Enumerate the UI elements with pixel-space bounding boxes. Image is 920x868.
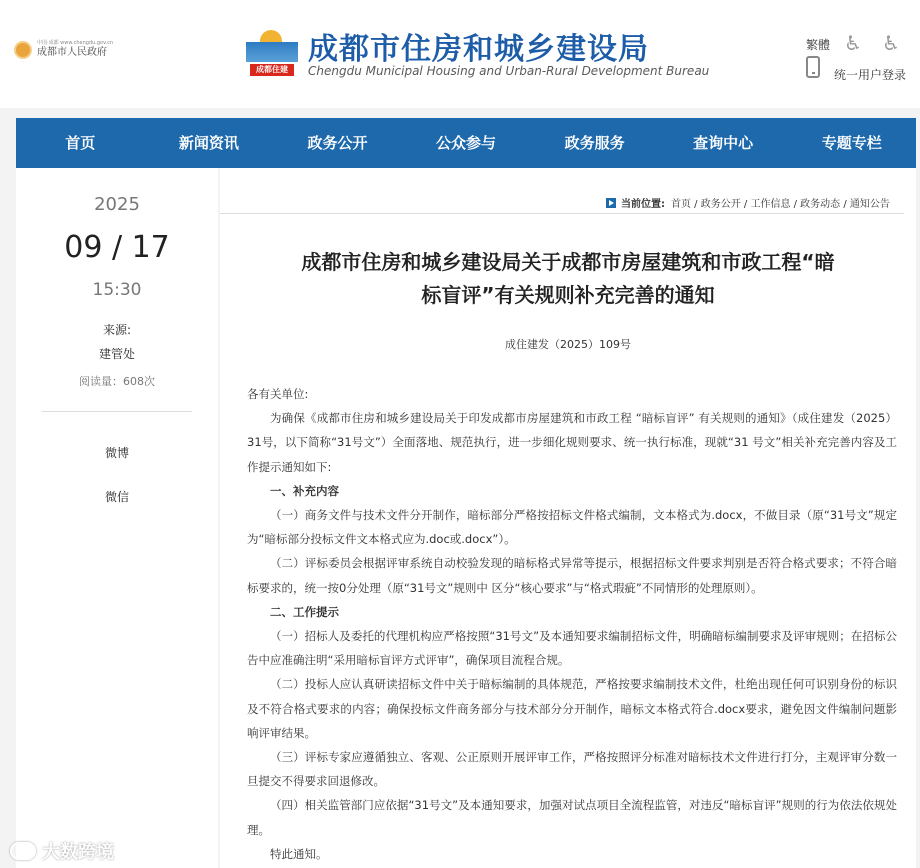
main-nav: [16, 118, 916, 168]
publish-date: 09 / 17: [64, 230, 170, 265]
city-skyline-icon: [246, 42, 298, 62]
nav-special-topics[interactable]: 专题专栏: [821, 134, 882, 152]
wheelchair-icon[interactable]: ♿: [882, 31, 900, 55]
source-label: 来源:: [102, 323, 132, 337]
article-main: [220, 168, 916, 868]
document-number: 成住建发（2025）109号: [505, 338, 631, 351]
share-weibo-button[interactable]: 微博: [104, 446, 129, 460]
section-heading: 一、补充内容: [270, 483, 339, 498]
paragraph: 为确保《成都市住房和城乡建设局关于印发成都市房屋建筑和市政工程 “暗标盲评” 有关规则的通知》（成住建发（2025）31号，以下简称“31号文”）全面落地、规范执行，进一步细化规则要求、统一执行标准，现就“31 号文”相关补充完善内容及工作提示通知如下:: [247, 411, 897, 474]
play-arrow-icon: [606, 198, 616, 208]
publish-time: 15:30: [92, 280, 142, 300]
chengdu-gov-logo[interactable]: [14, 40, 113, 59]
watermark: [10, 838, 114, 864]
source-value: 建管处: [98, 347, 135, 361]
paragraph: （二）评标委员会根据评审系统自动校验发现的暗标格式异常等提示，根据招标文件要求判别是否符合格式要求；不符合暗标要求的，统一按0分处理（原“31号文”规则中 区分“核心要求”与“格式瑕疵”不同情形的处理原则）。: [247, 556, 897, 595]
site-header: [0, 0, 920, 108]
nav-home[interactable]: 首页: [65, 134, 96, 152]
share-wechat-button[interactable]: 微信: [104, 490, 129, 504]
view-count: 阅读量：608次: [79, 375, 155, 388]
mobile-phone-icon[interactable]: [806, 56, 820, 78]
publish-year: 2025: [94, 194, 140, 215]
nav-news[interactable]: 新闻资讯: [178, 134, 239, 152]
article-sidebar: [16, 168, 218, 868]
salutation: 各有关单位:: [247, 387, 309, 401]
breadcrumb-label: 当前位置:: [621, 199, 665, 210]
article-body: [247, 382, 897, 866]
breadcrumb: [606, 195, 890, 210]
traditional-chinese-link[interactable]: 繁體: [806, 38, 831, 52]
title-line: 标盲评”有关规则补充完善的通知: [421, 283, 715, 307]
breadcrumb-path[interactable]: 首页 / 政务公开 / 工作信息 / 政务动态 / 通知公告: [671, 199, 890, 210]
article-title: [238, 246, 898, 312]
nav-gov-services[interactable]: 政务服务: [564, 134, 625, 152]
bureau-english-title: Chengdu Municipal Housing and Urban-Rural Development Bureau: [308, 64, 710, 78]
paragraph: （四）相关监管部门应依据“31号文”及本通知要求，加强对试点项目全流程监管，对违反“暗标盲评”规则的行为依法依规处理。: [247, 798, 897, 837]
wheelchair-icon[interactable]: ♿: [844, 31, 862, 55]
paragraph: （一）商务文件与技术文件分开制作，暗标部分严格按招标文件格式编制，文本格式为.docx，不做目录（原“31号文”规定为“暗标部分投标文件文本格式应为.doc或.docx”）。: [247, 508, 897, 547]
sidebar-divider: [42, 411, 192, 412]
bureau-title: 成都市住房和城乡建设局: [308, 32, 649, 67]
closing: 特此通知。: [270, 846, 328, 861]
paragraph: （一）招标人及委托的代理机构应严格按照“31号文”及本通知要求编制招标文件，明确暗标编制要求及评审规则；在招标公告中应准确注明“采用暗标盲评方式评审”，确保项目流程合规。: [247, 629, 897, 668]
paragraph: （二）投标人应认真研读招标文件中关于暗标编制的具体规范，严格按要求编制技术文件，杜绝出现任何可识别身份的标识及不符合格式要求的内容；确保投标文件商务部分与技术部分分开制作，暗标文本格式符合.docx要求，避免因文件编制问题影响评审结果。: [247, 677, 897, 740]
nav-query-center[interactable]: 查询中心: [693, 134, 754, 152]
logo-tag: 成都住建: [250, 64, 294, 76]
watermark-text: 大数跨境: [42, 842, 114, 863]
gov-name: 成都市人民政府: [37, 47, 107, 58]
gov-emblem-icon: [14, 41, 32, 59]
watermark-logo-icon: [10, 842, 36, 860]
user-login-link[interactable]: 统一用户登录: [834, 68, 907, 82]
nav-public-participation[interactable]: 公众参与: [436, 134, 497, 152]
title-line: 成都市住房和城乡建设局关于成都市房屋建筑和市政工程“暗: [301, 250, 835, 274]
bureau-logo[interactable]: [246, 28, 298, 78]
paragraph: （三）评标专家应遵循独立、客观、公正原则开展评审工作，严格按照评分标准对暗标技术文件进行打分，主观评审分数一旦提交不得要求回退修改。: [247, 750, 897, 789]
breadcrumb-divider: [220, 213, 904, 214]
nav-gov-affairs[interactable]: 政务公开: [307, 134, 368, 152]
gov-url: 中国·成都 www.chengdu.gov.cn: [37, 40, 114, 46]
section-heading: 二、工作提示: [270, 604, 339, 619]
